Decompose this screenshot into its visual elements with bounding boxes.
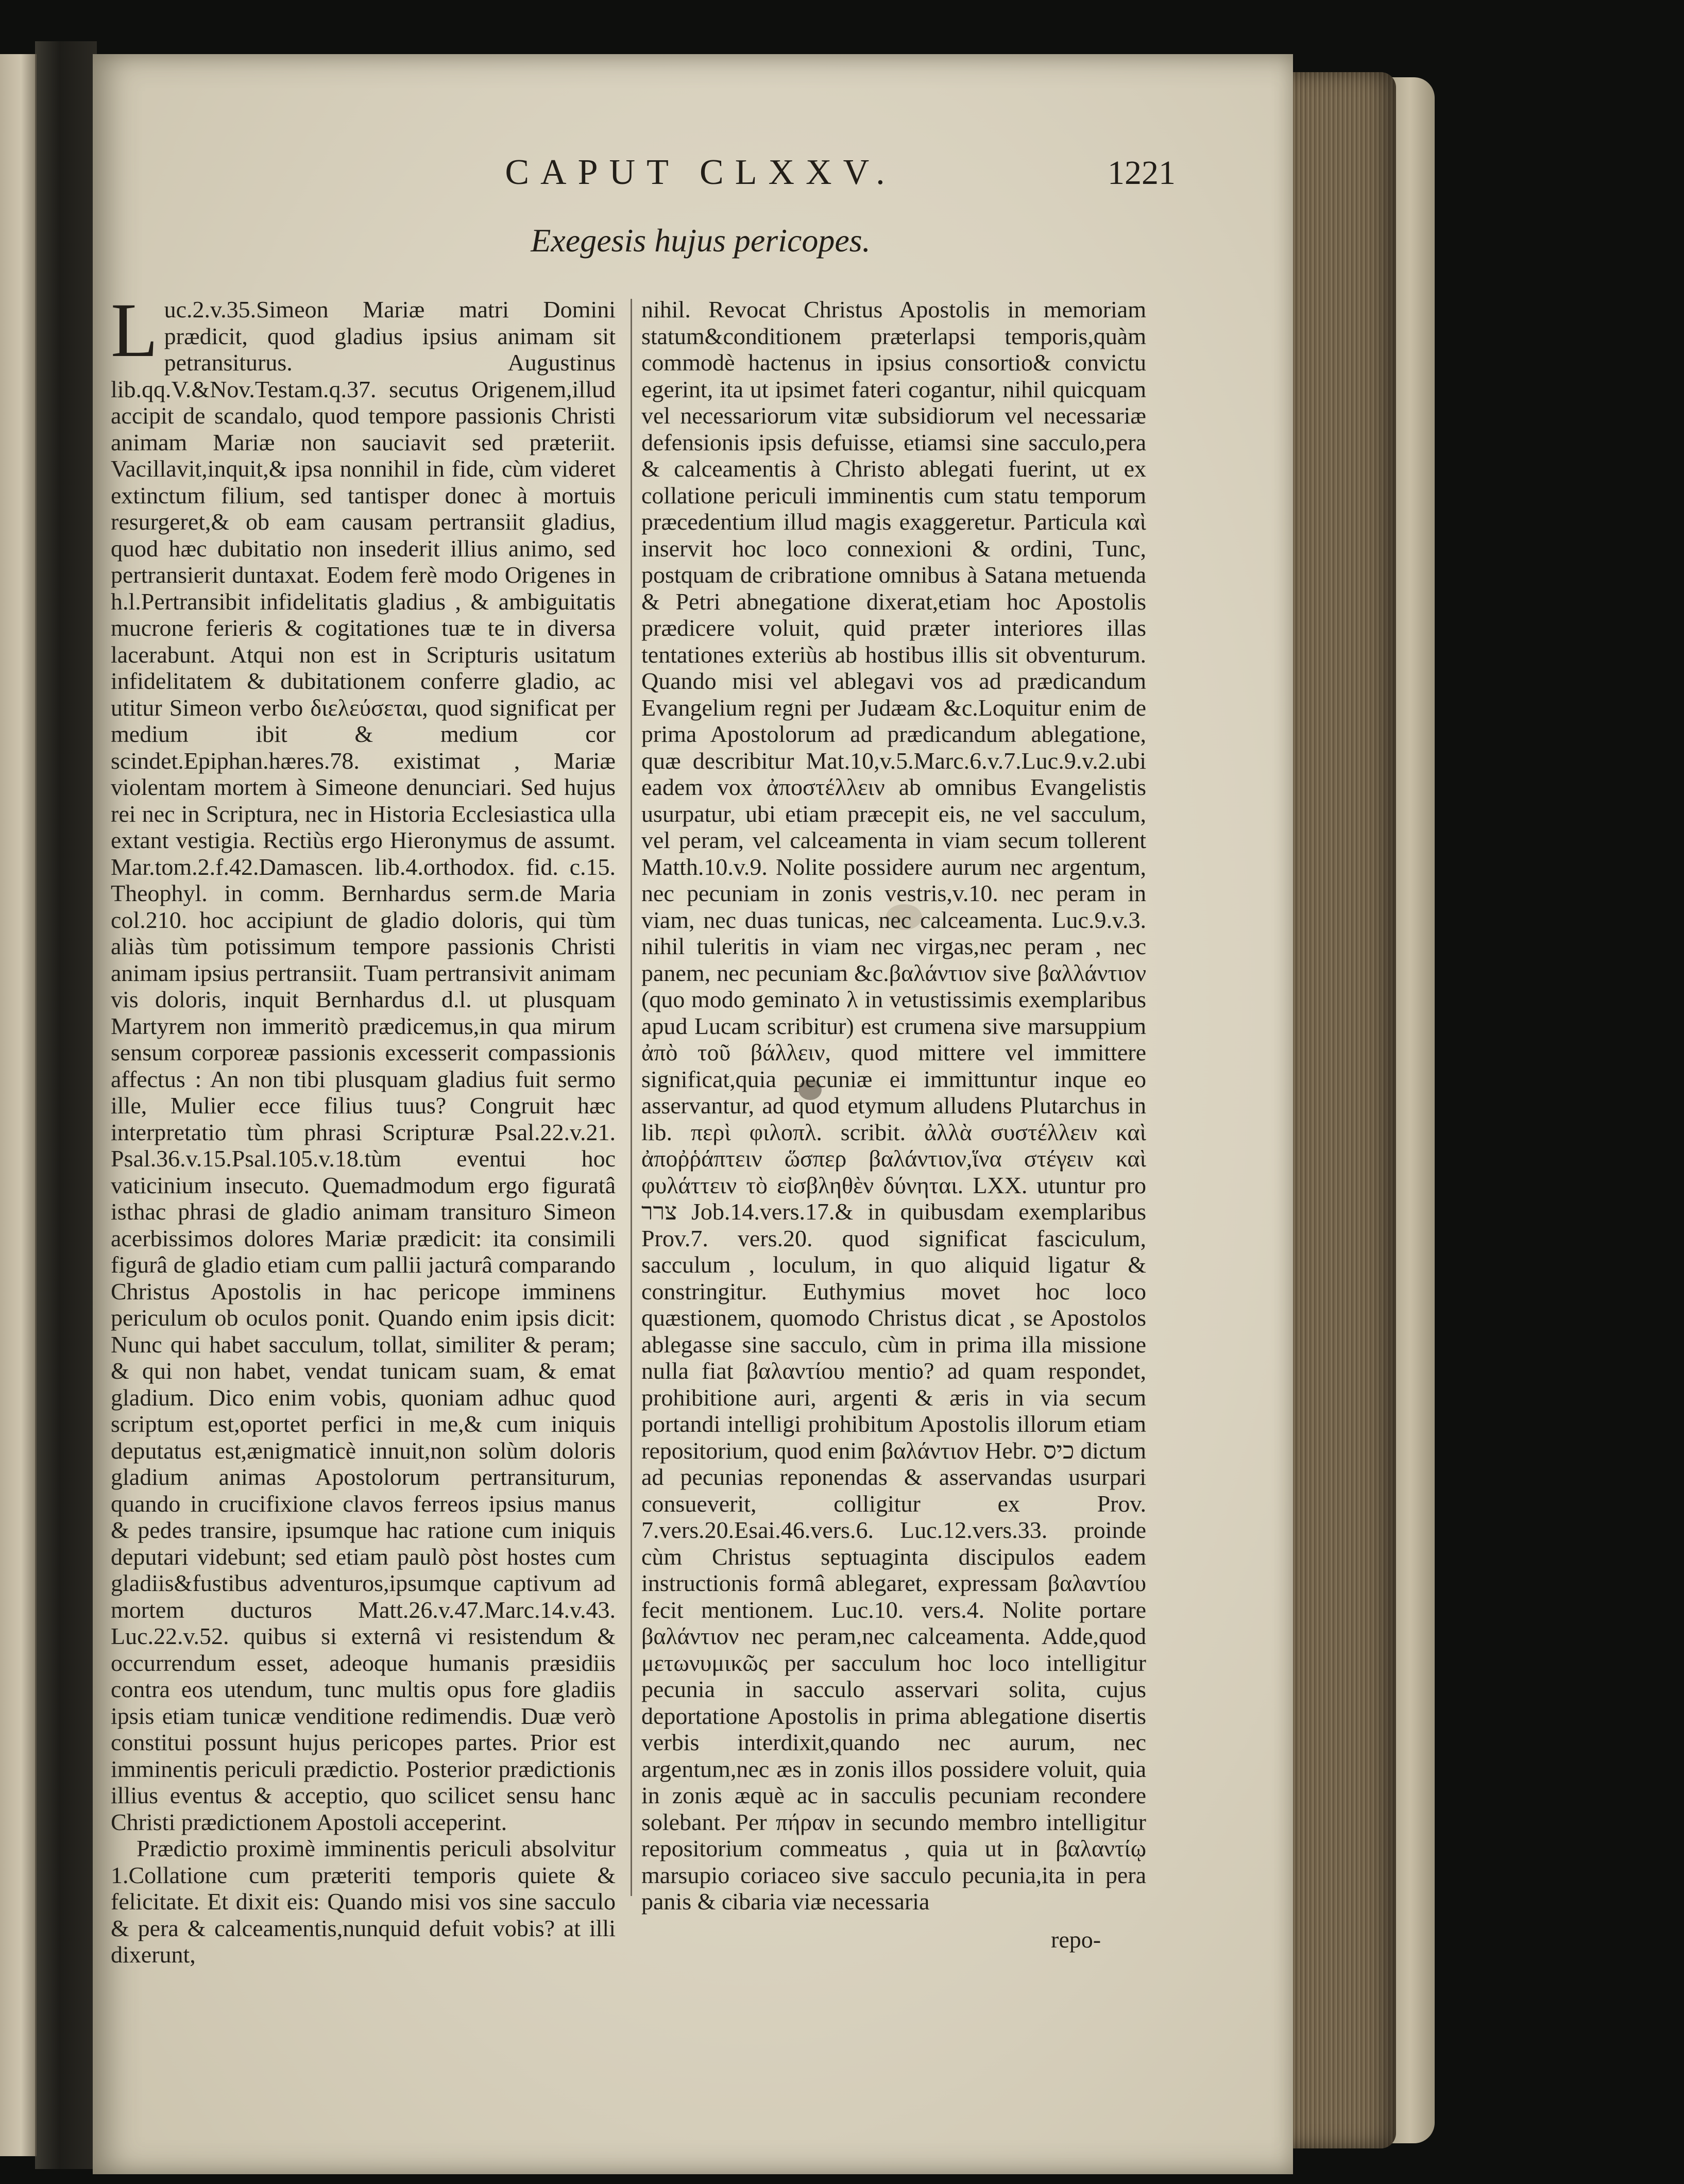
- catchword: repo-: [1051, 1926, 1101, 1953]
- right-column-text: nihil. Revocat Christus Apostolis in memoriam statum&conditionem præterlapsi temporis,quàm commodè hactenus in ipsius consortio& convictu egerint, ita ut ipsimet fateri cogantur, nihil quicquam vel necessariorum vitæ subsidiorum vel necessariæ defensionis ipsis defuisse, etiamsi sine sacculo,pera & calceamentis à Christo ablegati fuerint, ut ex collatione periculi imminentis cum statu temporum præcedentium illud magis exaggeretur. Particula καὶ inservit hoc loco connexioni & ordini, Tunc, postquam de cribratione omnibus à Satana metuenda & Petri abnegatione dixerat,etiam hoc Apostolis prædicere voluit, quid præter interiores illas tentationes exteriùs ab hostibus illis sit obventurum. Quando misi vel ablegavi vos ad prædicandum Evangelium regni per Judæam &c.Loquitur enim de prima Apostolorum ad prædicandum ablegatione, quæ describitur Mat.10,v.5.Marc.6.v.7.Luc.9.v.2.ubi eadem vox ἀποστέλλειν ab omnibus Evangelistis usurpatur, ubi etiam præcepit eis, ne vel sacculum, vel peram, vel calceamenta in viam secum tollerent Matth.10.v.9. Nolite possidere aurum nec argentum, nec pecuniam in zonis vestris,v.10. nec peram in viam, nec duas tunicas, nec calceamenta. Luc.9.v.3. nihil tuleritis in viam nec virgas,nec peram , nec panem, nec pecuniam &c.βαλάντιον sive βαλλάντιον (quo modo geminato λ in vetustissimis exemplaribus apud Lucam scribitur) est crumena sive marsuppium ἀπὸ τοῦ βάλλειν, quod mittere vel immittere significat,quia pecuniæ ei immittuntur inque eo asservantur, ad quod etymum alludens Plutarchus in lib. περὶ φιλοπλ. scribit. ἀλλὰ συστέλλειν καὶ ἀποῤῥάπτειν ὥσπερ βαλάντιον,ἵνα στέγειν καὶ φυλάττειν τὸ εἰσβληθὲν δύνηται. LXX. utuntur pro צרר Job.14.vers.17.& in quibusdam exemplaribus Prov.7. vers.20. quod significat fasciculum, sacculum , loculum, in quo aliquid ligatur & constringitur. Euthymius movet hoc loco quæstionem, quomodo Christus dicat , se Apostolos ablegasse sine sacculo, cùm in prima illa missione nulla fiat βαλαντίου mentio? ad quam respondet, prohibitione auri, argenti & æris in via secum portandi intelligi prohibitum Apostolis illorum etiam repositorium, quod enim βαλάντιον Hebr. כיס dictum ad pecunias reponendas & asservandas usurpari consueverit, colligitur ex Prov. 7.vers.20.Esai.46.vers.6. Luc.12.vers.33. proinde cùm Christus septuaginta discipulos eadem instructionis formâ ablegaret, expressam βαλαντίου fecit mentionem. Luc.10. vers.4. Nolite portare βαλάντιον nec peram,nec calceamenta. Adde,quod μετωνυμικῶς per sacculum hoc loco intelligitur pecunia in sacculo asservari solita, cujus deportatione Apostolis in prima ablegatione disertis verbis interdixit,quando nec aurum, nec argentum,nec æs in zonis illos possidere voluit, quia in zonis æquè ac in sacculis pecuniam recondere solebant. Per πήραν in secundo membro intelligitur repositorium commeatus , quia ut in βαλαντίῳ marsupio coriaceo sive sacculo pecunia,ita in pera panis & cibaria viæ necessaria: [641, 296, 1146, 1915]
- binding-shadow: [35, 41, 97, 2169]
- left-column-text: uc.2.v.35.Simeon Mariæ matri Domini prædicit, quod gladius ipsius animam sit petransiturus. Augustinus lib.qq.V.&Nov.Testam.q.37. secutus Origenem,illud accipit de scandalo, quod tempore passionis Christi animam Mariæ non sauciavit sed præteriit. Vacillavit,inquit,& ipsa nonnihil in fide, cùm videret extinctum filium, sed tantisper donec à mortuis resurgeret,& ob eam causam pertransiit gladius, quod hæc dubitatio non insederit illius animo, sed pertransierit duntaxat. Eodem ferè modo Origenes in h.l.Pertransibit infidelitatis gladius , & ambiguitatis mucrone ferieris & cogitationes tuæ te in diversa lacerabunt. Atqui non est in Scripturis usitatum infidelitatem & dubitationem conferre gladio, ac utitur Simeon verbo διελεύσεται, quod significat per medium ibit & medium cor scindet.Epiphan.hæres.78. existimat , Mariæ violentam mortem à Simeone denunciari. Sed hujus rei nec in Scriptura, nec in Historia Ecclesiastica ulla extant vestigia. Rectiùs ergo Hieronymus de assumt. Mar.tom.2.f.42.Damascen. lib.4.orthodox. fid. c.15. Theophyl. in comm. Bernhardus serm.de Maria col.210. hoc accipiunt de gladio doloris, qui tùm aliàs tùm potissimum tempore passionis Christi animam ipsius pertransiit. Tuam pertransivit animam vis doloris, inquit Bernhardus d.l. ut plusquam Martyrem non immeritò prædicemus,in qua mirum sensum corporeæ passionis excesserit compassionis affectus : An non tibi plusquam gladius fuit sermo ille, Mulier ecce filius tuus? Congruit hæc interpretatio tùm phrasi Scripturæ Psal.22.v.21. Psal.36.v.15.Psal.105.v.18.tùm eventui hoc vaticinium insecuto. Quemadmodum ergo figuratâ isthac phrasi de gladio animam transituro Simeon acerbissimos dolores Mariæ prædicit: ita consimili figurâ de gladio etiam cum pallii jacturâ comparando Christus Apostolis in hac pericope imminens periculum ob oculos ponit. Quando enim ipsis dicit: Nunc qui habet sacculum, tollat, similiter & peram; & qui non habet, vendat tunicam suam, & emat gladium. Dico enim vobis, quoniam adhuc quod scriptum est,oportet perfici in me,& cum iniquis deputatus est,ænigmaticè innuit,non solùm doloris gladium animas Apostolorum pertransiturum, quando in crucifixione clavos ferreos ipsius manus & pedes transire, ipsumque hac ratione cum iniquis deputari videbunt; sed etiam paulò pòst hostes cum gladiis&fustibus adventuros,ipsumque captivum ad mortem ducturos Matt.26.v.47.Marc.14.v.43. Luc.22.v.52. quibus si externâ vi resistendum & occurrendum esset, adeoque humanis præsidiis contra eos utendum, tunc multis opus fore gladiis ipsis etiam tunicæ venditione redimendis. Duæ verò constitui possunt hujus pericopes partes. Prior est imminentis periculi prædictio. Posterior prædictionis illius eventus & acceptio, quo scilicet sensu hanc Christi prædictionem Apostoli acceperint.: [111, 296, 616, 1835]
- left-column-paragraph-2: [111, 1835, 616, 1968]
- page-number: 1221: [1108, 154, 1176, 192]
- running-head: CAPUT CLXXV.: [505, 153, 896, 192]
- column-divider: [631, 299, 632, 1896]
- section-title: Exegesis hujus pericopes.: [531, 222, 871, 259]
- facing-page-edge: [0, 54, 37, 2156]
- left-column-text-2: Prædictio proximè imminentis periculi absolvitur 1.Collatione cum præteriti temporis quiete & felicitate. Et dixit eis: Quando misi vos sine sacculo & pera & calceamentis,nunquid defuit vobis? at illi dixerunt,: [111, 1835, 616, 1968]
- page-fore-edge: [1293, 72, 1396, 2148]
- drop-cap: L: [111, 287, 158, 373]
- right-column-paragraph: [641, 296, 1146, 1915]
- left-column: [111, 287, 616, 1968]
- left-column-paragraph-1: [111, 287, 616, 1835]
- right-column: [641, 296, 1146, 1915]
